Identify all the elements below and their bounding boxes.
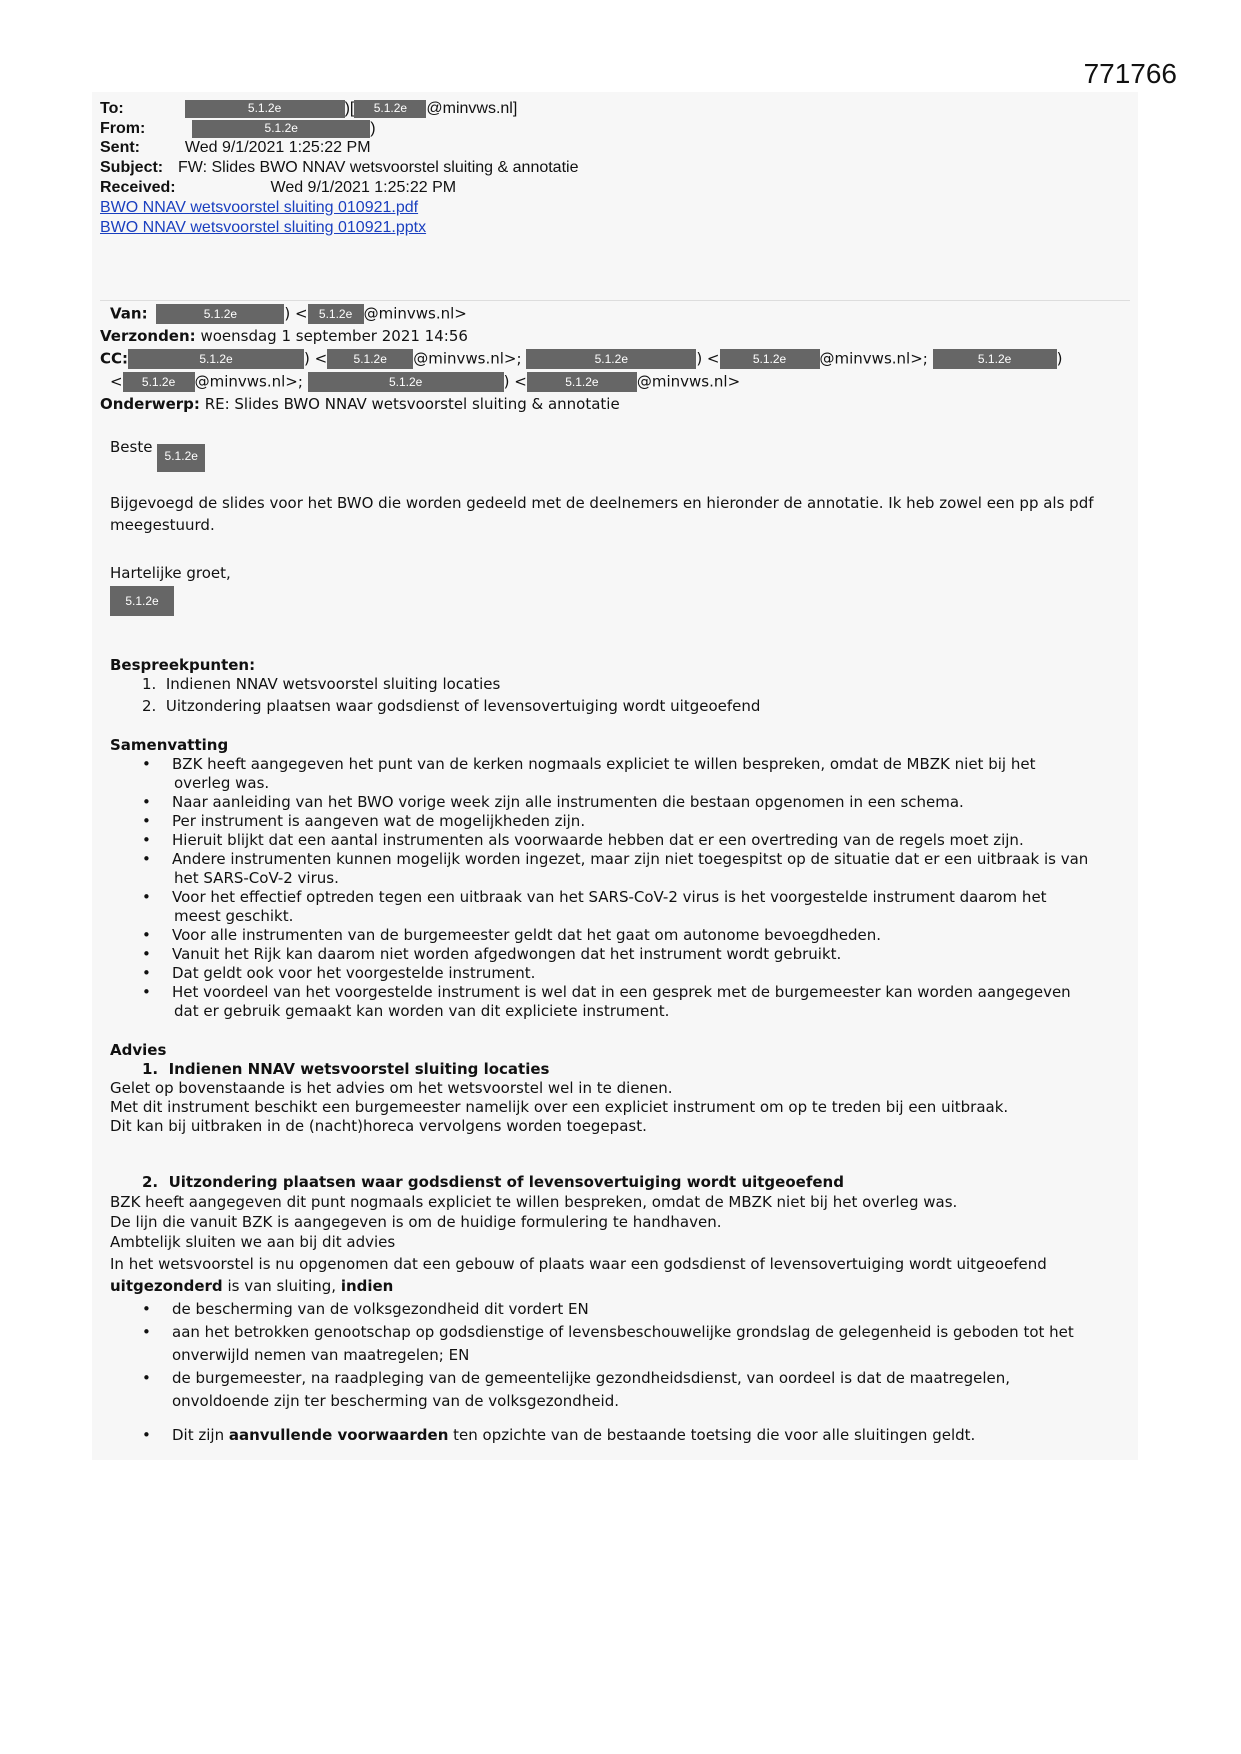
- bullet-icon: •: [142, 812, 151, 830]
- bullet-icon: •: [142, 831, 151, 849]
- condition-item: de burgemeester, na raadpleging van de gemeentelijke gezondheidsdienst, van oordeel is dat de maatregelen,: [172, 1369, 1011, 1387]
- cc-start: <: [110, 372, 123, 391]
- greeting-row: [110, 438, 205, 472]
- van-mid: ) <: [284, 304, 308, 323]
- advies-1-line: Met dit instrument beschikt een burgemeester namelijk over een expliciet instrument om op te treden bij een uitbraak.: [110, 1098, 1009, 1116]
- samenvatting-item: Voor het effectief optreden tegen een uitbraak van het SARS-CoV-2 virus is het voorgestelde instrument daarom het: [172, 888, 1047, 906]
- subject-value: FW: Slides BWO NNAV wetsvoorstel sluiting & annotatie: [178, 159, 579, 176]
- bullet-icon: •: [142, 983, 151, 1001]
- cc-row-2: [110, 372, 740, 392]
- bespreekpunt-2: 2. Uitzondering plaatsen waar godsdienst of levensovertuiging wordt uitgeoefend: [142, 697, 761, 715]
- advies-1-title: Indienen NNAV wetsvoorstel sluiting locaties: [168, 1060, 550, 1078]
- verzonden-row: [100, 327, 468, 345]
- from-label: From:: [100, 120, 146, 137]
- bespreekpunt-text: Indienen NNAV wetsvoorstel sluiting locaties: [165, 675, 501, 693]
- redaction: 5.1.2e: [354, 100, 426, 118]
- subject-row: [100, 159, 578, 177]
- sent-value: Wed 9/1/2021 1:25:22 PM: [184, 139, 371, 156]
- bullet-icon: •: [142, 1369, 151, 1387]
- document-number: 771766: [1083, 58, 1177, 89]
- condition-item: aan het betrokken genootschap op godsdienstige of levensbeschouwelijke grondslag de gelegenheid is geboden tot het: [172, 1323, 1074, 1341]
- subject-label: Subject:: [100, 159, 164, 176]
- samenvatting-item: BZK heeft aangegeven het punt van de kerken nogmaals expliciet te willen bespreken, omdat de MBZK niet bij het: [172, 755, 1036, 773]
- sent-row: [100, 139, 371, 157]
- closing: Hartelijke groet,: [110, 564, 231, 582]
- redaction: 5.1.2e: [110, 586, 174, 616]
- redaction: 5.1.2e: [192, 120, 370, 138]
- last-bold: aanvullende voorwaarden: [228, 1426, 449, 1444]
- attachment-pptx-link[interactable]: BWO NNAV wetsvoorstel sluiting 010921.pptx: [100, 219, 427, 236]
- condition-item: onvoldoende zijn ter bescherming van de volksgezondheid.: [172, 1392, 620, 1410]
- redaction: 5.1.2e: [123, 372, 195, 392]
- bespreekpunt-text: Uitzondering plaatsen waar godsdienst of levensovertuiging wordt uitgeoefend: [165, 697, 761, 715]
- cc-row: [100, 349, 1062, 369]
- advies-2-num: 2.: [142, 1173, 159, 1191]
- condition-item: onverwijld nemen van maatregelen; EN: [172, 1346, 470, 1364]
- onderwerp-label: Onderwerp:: [100, 395, 200, 413]
- signature-row: [110, 586, 174, 616]
- to-suffix: )[: [344, 100, 355, 117]
- bullet-icon: •: [142, 964, 151, 982]
- bespreekpunten-title: Bespreekpunten:: [110, 656, 256, 674]
- cc-sep: ) <: [696, 349, 720, 368]
- redaction: 5.1.2e: [128, 349, 304, 369]
- received-label: Received:: [100, 179, 176, 196]
- bullet-icon: •: [142, 1426, 151, 1444]
- cc-sep: ) <: [304, 349, 328, 368]
- advies-title: Advies: [110, 1041, 167, 1059]
- cc-end: ): [1056, 349, 1063, 368]
- redaction: 5.1.2e: [185, 100, 345, 118]
- from-suffix: ): [370, 120, 376, 137]
- cc-sep: ) <: [503, 372, 527, 391]
- redaction: 5.1.2e: [308, 372, 504, 392]
- advies-2-line: Ambtelijk sluiten we aan bij dit advies: [110, 1233, 396, 1251]
- intro-line-1: Bijgevoegd de slides voor het BWO die worden gedeeld met de deelnemers en hieronder de annotatie. Ik heb zowel een pp als pdf: [110, 494, 1094, 512]
- sent-label: Sent:: [100, 139, 140, 156]
- advies-2-line: BZK heeft aangegeven dit punt nogmaals expliciet te willen bespreken, omdat de MBZK niet bij het overleg was.: [110, 1193, 958, 1211]
- samenvatting-item: het SARS-CoV-2 virus.: [174, 869, 339, 887]
- cc-domain: @minvws.nl>: [636, 372, 741, 391]
- samenvatting-item: meest geschikt.: [174, 907, 294, 925]
- van-domain: @minvws.nl>: [363, 304, 467, 323]
- bullet-icon: •: [142, 1300, 151, 1318]
- van-label: Van:: [110, 304, 148, 323]
- cc-domain: @minvws.nl>;: [194, 372, 303, 391]
- advies-2-condition-intro: [110, 1277, 393, 1295]
- to-label: To:: [100, 100, 124, 117]
- samenvatting-item: Naar aanleiding van het BWO vorige week zijn alle instrumenten die bestaan opgenomen in een schema.: [172, 793, 964, 811]
- samenvatting-item: Vanuit het Rijk kan daarom niet worden afgedwongen dat het instrument wordt gebruikt.: [172, 945, 842, 963]
- intro-line-2: meegestuurd.: [110, 516, 215, 534]
- samenvatting-item: overleg was.: [174, 774, 270, 792]
- verzonden-value: woensdag 1 september 2021 14:56: [200, 327, 468, 345]
- advies-2-line: De lijn die vanuit BZK is aangegeven is om de huidige formulering te handhaven.: [110, 1213, 722, 1231]
- redaction: 5.1.2e: [933, 349, 1057, 369]
- advies-2-mid: is van sluiting,: [222, 1277, 341, 1295]
- advies-1-line: Gelet op bovenstaande is het advies om het wetsvoorstel wel in te dienen.: [110, 1079, 673, 1097]
- bullet-icon: •: [142, 755, 151, 773]
- advies-2-title: Uitzondering plaatsen waar godsdienst of levensovertuiging wordt uitgeoefend: [168, 1173, 844, 1191]
- bullet-icon: •: [142, 926, 151, 944]
- van-row: [110, 304, 467, 324]
- samenvatting-title: Samenvatting: [110, 736, 229, 754]
- advies-1-num: 1.: [142, 1060, 159, 1078]
- bullet-icon: •: [142, 793, 151, 811]
- to-domain: @minvws.nl]: [426, 100, 518, 117]
- advies-2-line: In het wetsvoorstel is nu opgenomen dat een gebouw of plaats waar een godsdienst of levensovertuiging wordt uitgeoefend: [110, 1255, 1047, 1273]
- uitgezonderd-bold: uitgezonderd: [110, 1277, 223, 1295]
- attachment-pdf-link[interactable]: BWO NNAV wetsvoorstel sluiting 010921.pdf: [100, 199, 419, 216]
- advies-1-heading: [142, 1060, 549, 1078]
- from-row: [100, 120, 376, 138]
- last-condition: [172, 1426, 975, 1444]
- cc-label: CC:: [100, 349, 129, 368]
- advies-2-heading: [142, 1173, 844, 1191]
- redaction: 5.1.2e: [327, 349, 413, 369]
- bullet-icon: •: [142, 850, 151, 868]
- attachment-pdf-row[interactable]: [100, 199, 418, 217]
- onderwerp-row: [100, 395, 620, 413]
- bullet-icon: •: [142, 888, 151, 906]
- onderwerp-value: RE: Slides BWO NNAV wetsvoorstel sluiting & annotatie: [204, 395, 620, 413]
- received-row: [100, 179, 456, 197]
- redaction: 5.1.2e: [308, 304, 364, 324]
- samenvatting-item: Het voordeel van het voorgestelde instrument is wel dat in een gesprek met de burgemeester kan worden aangegeven: [172, 983, 1071, 1001]
- attachment-pptx-row[interactable]: [100, 219, 426, 237]
- samenvatting-item: Per instrument is aangeven wat de mogelijkheden zijn.: [172, 812, 586, 830]
- last-post: ten opzichte van de bestaande toetsing die voor alle sluitingen geldt.: [448, 1426, 976, 1444]
- samenvatting-item: Andere instrumenten kunnen mogelijk worden ingezet, maar zijn niet toegespitst op de situatie dat er een uitbraak is van: [172, 850, 1089, 868]
- condition-item: de bescherming van de volksgezondheid dit vordert EN: [172, 1300, 589, 1318]
- header-separator: [100, 300, 1130, 301]
- indien-bold: indien: [340, 1277, 394, 1295]
- received-value: Wed 9/1/2021 1:25:22 PM: [270, 179, 457, 196]
- samenvatting-item: Voor alle instrumenten van de burgemeester geldt dat het gaat om autonome bevoegdheden.: [172, 926, 881, 944]
- verzonden-label: Verzonden:: [100, 327, 196, 345]
- cc-domain: @minvws.nl>;: [819, 349, 928, 368]
- bullet-icon: •: [142, 1323, 151, 1341]
- to-row: [100, 100, 517, 118]
- samenvatting-item: Hieruit blijkt dat een aantal instrumenten als voorwaarde hebben dat er een overtreding van de regels moet zijn.: [172, 831, 1024, 849]
- redaction: 5.1.2e: [720, 349, 820, 369]
- greeting: Beste: [110, 438, 153, 456]
- redaction: 5.1.2e: [156, 304, 284, 324]
- redaction: 5.1.2e: [157, 444, 205, 472]
- redaction: 5.1.2e: [527, 372, 637, 392]
- bespreekpunt-1: 1. Indienen NNAV wetsvoorstel sluiting locaties: [142, 675, 501, 693]
- redaction: 5.1.2e: [526, 349, 696, 369]
- cc-domain: @minvws.nl>;: [413, 349, 522, 368]
- samenvatting-item: Dat geldt ook voor het voorgestelde instrument.: [172, 964, 536, 982]
- bullet-icon: •: [142, 945, 151, 963]
- advies-1-line: Dit kan bij uitbraken in de (nacht)horeca vervolgens worden toegepast.: [110, 1117, 647, 1135]
- samenvatting-item: dat er gebruik gemaakt kan worden van dit expliciete instrument.: [174, 1002, 670, 1020]
- last-pre: Dit zijn: [172, 1426, 229, 1444]
